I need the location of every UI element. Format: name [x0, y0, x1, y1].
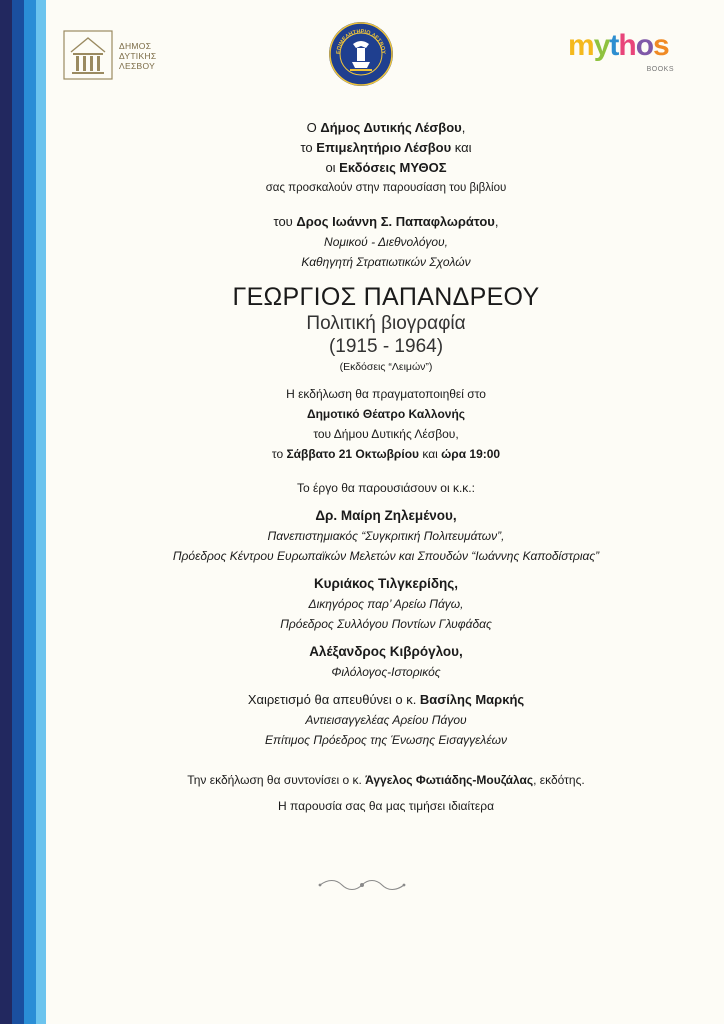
municipality-logo-text: ΔΗΜΟΣ ΔΥΤΙΚΗΣ ΛΕΣΒΟΥ	[119, 41, 157, 71]
speakers-intro: Το έργο θα παρουσιάσουν οι κ.κ.:	[297, 481, 475, 495]
event-line-1: Η εκδήλωση θα πραγματοποιηθεί στο	[286, 387, 486, 401]
chamber-of-lesvos-seal	[328, 21, 394, 87]
speaker-1-role-2: Πρόεδρος Κέντρου Ευρωπαϊκών Μελετών και Σπουδών “Ιωάννης Καποδίστριας”	[172, 549, 600, 563]
closing-line: Η παρουσία σας θα μας τιμήσει ιδιαίτερα	[277, 799, 495, 813]
temple-icon	[63, 30, 113, 80]
speaker-1-name: Δρ. Μαίρη Ζηλεμένου,	[315, 508, 457, 523]
mythos-logo-sub: BOOKS	[646, 66, 674, 73]
organizer-line-1: Ο Δήμος Δυτικής Λέσβου,	[306, 120, 466, 135]
organizer-line-2: το Επιμελητήριο Λέσβου και	[300, 140, 472, 155]
greeting-role-1: Αντιεισαγγελέας Αρείου Πάγου	[305, 713, 467, 727]
book-title: ΓΕΩΡΓΙΟΣ ΠΑΠΑΝΔΡΕΟΥ	[232, 283, 540, 311]
event-line-3: του Δήμου Δυτικής Λέσβου,	[313, 427, 459, 441]
speaker-2-role-2: Πρόεδρος Συλλόγου Ποντίων Γλυφάδας	[280, 617, 492, 631]
side-stripe-dark	[0, 0, 12, 1024]
organizer-line-3: οι Εκδόσεις ΜΥΘΟΣ	[325, 160, 447, 175]
side-stripe-light	[24, 0, 36, 1024]
svg-text:ΕΠΙΜΕΛΗΤΗΡΙΟ ΛΕΣΒΟΥ: ΕΠΙΜΕΛΗΤΗΡΙΟ ΛΕΣΒΟΥ	[335, 28, 387, 55]
book-period: (1915 - 1964)	[328, 336, 444, 357]
greeting-role-2: Επίτιμος Πρόεδρος της Ένωσης Εισαγγελέων	[265, 733, 507, 747]
speaker-1-role-1: Πανεπιστημιακός “Συγκριτική Πολιτευμάτων”,	[267, 529, 505, 543]
event-date: το Σάββατο 21 Οκτωβρίου και ώρα 19:00	[271, 447, 501, 461]
author-line: του Δρος Ιωάννη Σ. Παπαφλωράτου,	[273, 214, 499, 229]
side-stripe-pale	[36, 0, 46, 1024]
invite-line: σας προσκαλούν στην παρουσίαση του βιβλίου	[265, 182, 507, 194]
author-role-2: Καθηγητή Στρατιωτικών Σχολών	[301, 255, 471, 269]
book-subtitle: Πολιτική βιογραφία	[306, 313, 466, 334]
book-publisher: (Εκδόσεις “Λειμών”)	[339, 361, 433, 373]
event-venue: Δημοτικό Θέατρο Καλλονής	[306, 407, 466, 421]
greeting-line: Χαιρετισμό θα απευθύνει ο κ. Βασίλης Μαρκής	[247, 692, 525, 707]
speaker-3-name: Αλέξανδρος Κιβρόγλου,	[309, 644, 463, 659]
speaker-3-role-1: Φιλόλογος-Ιστορικός	[331, 665, 441, 679]
invitation-body	[52, 118, 720, 816]
side-stripe-mid	[12, 0, 24, 1024]
speaker-2-role-1: Δικηγόρος παρ’ Αρείω Πάγω,	[308, 597, 464, 611]
mythos-books-logo	[568, 31, 678, 77]
flourish-ornament-icon	[316, 878, 408, 892]
speaker-2-name: Κυριάκος Τιλγκερίδης,	[313, 576, 459, 591]
municipality-logo	[63, 30, 175, 82]
author-role-1: Νομικού - Διεθνολόγου,	[324, 235, 448, 249]
mythos-logo-word: mythos	[568, 29, 669, 62]
coordinator-line: Την εκδήλωση θα συντονίσει ο κ. Άγγελος Φωτιάδης-Μουζάλας, εκδότης.	[187, 773, 585, 787]
